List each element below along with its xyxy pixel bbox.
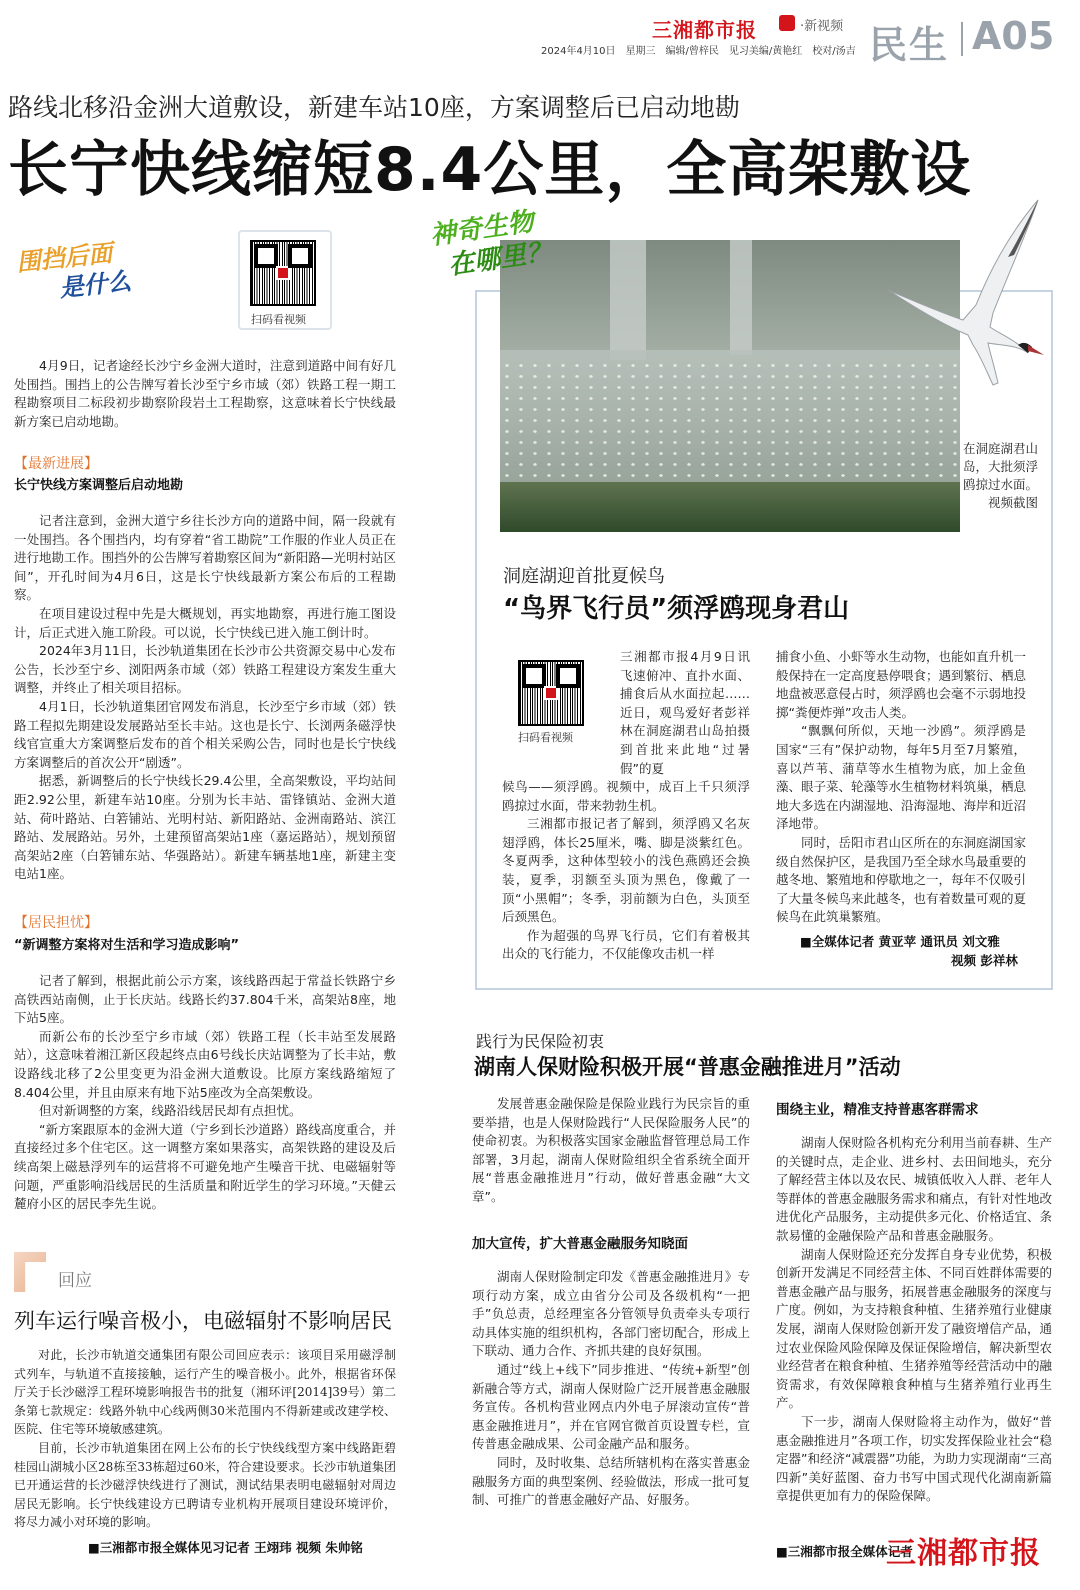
- reply-bracket-icon: [14, 1252, 46, 1292]
- bird-col2-b: “飘飘何所似，天地一沙鸥”。须浮鸥是国家“三有”保护动物，每年5月至7月繁殖，喜以芦苇、蒲草等水生植物为底，加上金鱼藻、眼子菜、轮藻等水生植物材料筑巢，栖息地大多选在内湖湿地、沿海湿地、海岸和近沼泽地带。: [776, 723, 1027, 832]
- insurance-subhead: 践行为民保险初衷: [476, 1032, 605, 1051]
- tag-latest-title: 长宁快线方案调整后启动地勘: [14, 478, 184, 493]
- lead-para-c: 2024年3月11日，长沙轨道集团在长沙市公共资源交易中心发布公告，长沙至宁乡、浏阳两条市域（郊）铁路工程建设方案发生重大调整，并终止了相关项目招标。: [14, 643, 396, 696]
- bird-title: “鸟界飞行员”须浮鸥现身君山: [503, 594, 850, 624]
- tern-bird-icon: [868, 195, 1048, 395]
- bird-stamp-line2: 在哪里？: [446, 236, 554, 281]
- bird-col2-a: 捕食小鱼、小虾等水生动物，也能如直升机一般保持在一定高度悬停喂食；遇到繁衍、栖息地盘被恶意侵占时，须浮鸥也会毫不示弱地投掷“粪便炸弹”攻击人类。: [776, 649, 1027, 720]
- bridge-pillar: [610, 240, 646, 360]
- insurance-col2-head: 围绕主业，精准支持普惠客群需求: [776, 1102, 979, 1118]
- reed-bank: [500, 482, 960, 532]
- lead-para-g: 而新公布的长沙至宁乡市域（郊）铁路工程（长丰站至发展路站），这意味着湘江新区段起终点由6号线长庆站调整为了长丰站，敷设路线北移了2公里变更为沿金洲大道敷设。比原方案线路缩短了8.404公里，并且由原来有地下站5座改为全高架敷设。: [14, 1028, 396, 1100]
- bridge-pillar: [730, 240, 752, 355]
- lead-subhead: 路线北移沿金洲大道敷设，新建车站10座，方案调整后已启动地勘: [8, 93, 740, 122]
- insurance-col2-b: 湖南人保财险还充分发挥自身专业优势，积极创新开发满足不同经营主体、不同百姓群体需要的普惠金融产品与服务，拓展普惠金融服务的深度与广度。例如，为支持粮食种植、生猪养殖行业健康发展，湖南人保财险创新开发了融资增信产品，通过农业保险风险保障及保证保险增信，解决新型农业经营者在粮食种植、生猪养殖等经营活动中的融资需求，有效保障粮食种植与生猪养殖行业再生产。: [776, 1246, 1052, 1411]
- page-number: A05: [972, 14, 1055, 58]
- stamp-line1: 围挡后面: [15, 238, 114, 277]
- bird-byline2: 视频 彭祥林: [951, 953, 1018, 968]
- lead-para-d: 4月1日，长沙轨道集团官网发布消息，长沙至宁乡市域（郊）铁路工程拟先期建设发展路站至长丰站。这也是长宁、长浏两条磁浮快线官宣重大方案调整后发布的首个相关采购公告，同时也是长宁快线方案调整后的首次公开“剧透”。: [14, 698, 396, 770]
- lead-intro-text: 4月9日，记者途经长沙宁乡金洲大道时，注意到道路中间有好几处围挡。围挡上的公告牌写着长沙至宁乡市域（郊）铁路工程一期工程勘察项目二标段初步勘察阶段岩土工程勘察，这意味着长宁快线最新方案已启动地勘。: [14, 358, 396, 429]
- lead-para-f: 记者了解到，根据此前公示方案，该线路西起于常益长铁路宁乡高铁西站南侧，止于长庆站。线路长约37.804千米，高架站8座，地下站5座。: [14, 973, 396, 1026]
- qr-center-icon: [544, 686, 558, 700]
- insurance-col1-intro: [472, 1095, 750, 1207]
- reply-label: 回应: [58, 1271, 92, 1291]
- reply-para-b: 目前，长沙市轨道集团在网上公布的长宁快线线型方案中线路距碧桂园山湖城小区28栋至33栋超过60米，符合建设要求。长沙市轨道集团已开通运营的长沙磁浮快线进行了测试，测试结果表明电磁辐射对周边居民无影响。长宁快线建设方已聘请专业机构开展项目建设环境评价，将尽力减小对环境的影响。: [14, 1440, 396, 1530]
- bird-subhead: 洞庭湖迎首批夏候鸟: [503, 566, 665, 587]
- tag-concern-title: “新调整方案将对生活和学习造成影响”: [14, 938, 240, 953]
- bird-col1-b: 三湘都市报记者了解到，须浮鸥又名灰翅浮鸥，体长25厘米，嘴、脚是淡紫红色。冬夏两季，这种体型较小的浅色燕鸥还会换装，夏季，羽额至头顶为黑色，像戴了一顶“小黑帽”；冬季，羽前额为白色，头顶至后颈黑色。: [502, 816, 750, 925]
- insurance-col1-head: 加大宣传，扩大普惠金融服务知晓面: [472, 1236, 688, 1252]
- bird-qr-code-icon[interactable]: [518, 660, 584, 726]
- masthead-video-brand: ·新视频: [800, 19, 844, 34]
- lead-byline: ■三湘都市报全媒体见习记者 王翊玮 视频 朱帅铭: [88, 1540, 363, 1555]
- section-name: 民生: [869, 23, 950, 67]
- bird-col2-c: 同时，岳阳市君山区所在的东洞庭湖国家级自然保护区，是我国乃至全球水鸟最重要的越冬地、繁殖地和停歇地之一，每年不仅吸引了大量冬候鸟来此越冬，也有着数量可观的夏候鸟在此筑巢繁殖。: [776, 834, 1027, 925]
- lead-para-h: 但对新调整的方案，线路沿线居民却有点担忧。: [39, 1103, 302, 1119]
- tag-latest: 【最新进展】: [14, 456, 98, 472]
- footer-logo: 三湘都市报: [886, 1536, 1041, 1571]
- lead-para-i: “新方案跟原本的金洲大道（宁乡到长沙道路）路线高度重合，并直接经过多个住宅区。这一调整方案如果落实，高架铁路的建设及后续高架上磁悬浮列车的运营将不可避免地产生噪音干扰、电磁辐射等问题，严重影响沿线居民的生活质量和附近学生的学习环境。”天健云麓府小区的居民李先生说。: [14, 1121, 396, 1212]
- bird-col1-full: 候鸟——须浮鸥。视频中，成百上千只须浮鸥掠过水面，带来勃勃生机。: [502, 779, 750, 813]
- insurance-col1-d: 同时，及时收集、总结所辖机构在落实普惠金融服务方面的典型案例、经验做法，形成一批可复制、可推广的普惠金融好产品、好服务。: [472, 1454, 750, 1508]
- video-badge-icon: [779, 15, 795, 31]
- bird-col1: [502, 778, 750, 964]
- section-divider: [961, 22, 963, 56]
- reply-title: 列车运行噪音极小，电磁辐射不影响居民: [14, 1309, 392, 1333]
- reply-body: [14, 1346, 396, 1532]
- masthead-info: 2024年4月10日 星期三 编辑/曾梓民 见习美编/黄艳红 校对/汤吉: [541, 46, 856, 57]
- bird-box-top-left: [475, 290, 500, 292]
- lead-para-a: 记者注意到，金洲大道宁乡往长沙方向的道路中间，隔一段就有一处围挡。各个围挡内，均有穿着“省工勘院”工作服的作业人员正在进行地勘工作。围挡外的公告牌写着勘察区间为“新阳路—光明村站区间”，开孔时间为4月6日，这是长宁快线最新方案公布后的工程勘察。: [14, 513, 396, 603]
- bird-col1-top: [620, 648, 763, 778]
- insurance-col1-c: 通过“线上+线下”同步推进、“传统+新型”创新融合等方式，湖南人保财险广泛开展普惠金融服务宣传。各机构营业网点内外电子屏滚动宣传“普惠金融推进月”，并在官网官微首页设置专栏，宣传普惠金融成果、公司金融产品和服务。: [472, 1361, 750, 1452]
- stamp-line2: 是什么: [58, 267, 133, 303]
- lead-headline: 长宁快线缩短8.4公里，全高架敷设: [8, 135, 972, 205]
- column-stamp-logo: [15, 236, 133, 307]
- reply-para-a: 对此，长沙市轨道交通集团有限公司回应表示：该项目采用磁浮制式列车，与轨道不直接接触，运行产生的噪音极小。此外，根据省环保厅关于长沙磁浮工程环境影响报告书的批复（湘环评[2014]39号）第二条第七款规定：线路外轨中心线两侧30米范围内不得新建或改建学校、医院、住宅等环境敏感建筑。: [14, 1348, 396, 1437]
- tag-concern: 【居民担忧】: [14, 915, 98, 931]
- qr-center-icon: [276, 266, 290, 280]
- qr-code-icon[interactable]: [250, 240, 316, 306]
- lead-section1: [14, 512, 396, 884]
- photo-caption: 在洞庭湖君山岛，大批须浮鸥掠过水面。视频截图: [962, 441, 1038, 510]
- insurance-title: 湖南人保财险积极开展“普惠金融推进月”活动: [474, 1055, 901, 1079]
- insurance-col1-b: 湖南人保财险制定印发《普惠金融推进月》专项行动方案，成立由省分公司及各级机构“一把手”负总责，总经理室各分管领导负责牵头专项行动具体实施的组织机构，各部门密切配合，形成上下联动、通力合作、齐抓共建的良好氛围。: [472, 1269, 750, 1359]
- insurance-byline: ■三湘都市报全媒体记者: [776, 1544, 913, 1559]
- bird-byline1: ■全媒体记者 黄亚苹 通讯员 刘文雅: [800, 934, 1000, 949]
- lead-intro: [14, 357, 396, 431]
- lead-para-e: 据悉，新调整后的长宁快线长29.4公里，全高架敷设，平均站间距2.92公里，新建车站10座。分别为长丰站、雷锋镇站、金洲大道站、荷叶路站、白箬铺站、光明村站、新阳路站、金洲南路站、滨江路站、发展路站。另外，土建预留高架站1座（嘉运路站），规划预留高架站2座（白箬铺东站、华强路站）。新建车辆基地1座，新建主变电站1座。: [14, 773, 396, 882]
- insurance-col2-c: 下一步，湖南人保财险将主动作为，做好“普惠金融推进月”各项工作，切实发挥保险业社会“稳定器”和经济“减震器”功能，为助力实现湖南“三高四新”美好蓝图、奋力书写中国式现代化湖南新篇章提供更加有力的保险保障。: [776, 1413, 1052, 1504]
- qr-label: 扫码看视频: [251, 313, 306, 326]
- masthead-brand: 三湘都市报: [652, 18, 757, 42]
- bird-stamp-line1: 神奇生物: [428, 207, 536, 252]
- bird-qr-label: 扫码看视频: [518, 731, 573, 744]
- lead-para-b: 在项目建设过程中先是大概规划，再实地勘察，再进行施工图设计，后正式进入施工阶段。可以说，长宁快线已进入施工倒计时。: [14, 605, 396, 640]
- insurance-col2-a: 湖南人保财险各机构充分利用当前春耕、生产的关键时点，走企业、进乡村、去田间地头，充分了解经营主体以及农民、城镇低收入人群、老年人等群体的普惠金融服务需求和痛点，有针对性地改进优化产品服务，主动提供多元化、价格适宜、条款易懂的金融保险产品和普惠金融服务。: [776, 1135, 1052, 1243]
- bird-col2: [776, 648, 1026, 927]
- bird-col1-top-text: 三湘都市报4月9日讯 飞速俯冲、直扑水面、捕食后从水面拉起……近日，观鸟爱好者彭祥林在洞庭湖君山岛拍摄到首批来此地“过暑假”的夏: [620, 649, 763, 776]
- lead-section2: [14, 972, 396, 1214]
- insurance-col1-a: 发展普惠金融保险是保险业践行为民宗旨的重要举措，也是人保财险践行“人民保险服务人民”的使命初衷。为积极落实国家金融监督管理总局工作部署，3月起，湖南人保财险组织全省系统全面开展“普惠金融推进月”行动，做好普惠金融“大文章”。: [472, 1096, 750, 1204]
- insurance-col2-body: [776, 1134, 1052, 1506]
- insurance-col1-body: [472, 1268, 750, 1510]
- bird-col1-c: 作为超强的鸟界飞行员，它们有着极其出众的飞行能力，不仅能像攻击机一样: [502, 927, 750, 962]
